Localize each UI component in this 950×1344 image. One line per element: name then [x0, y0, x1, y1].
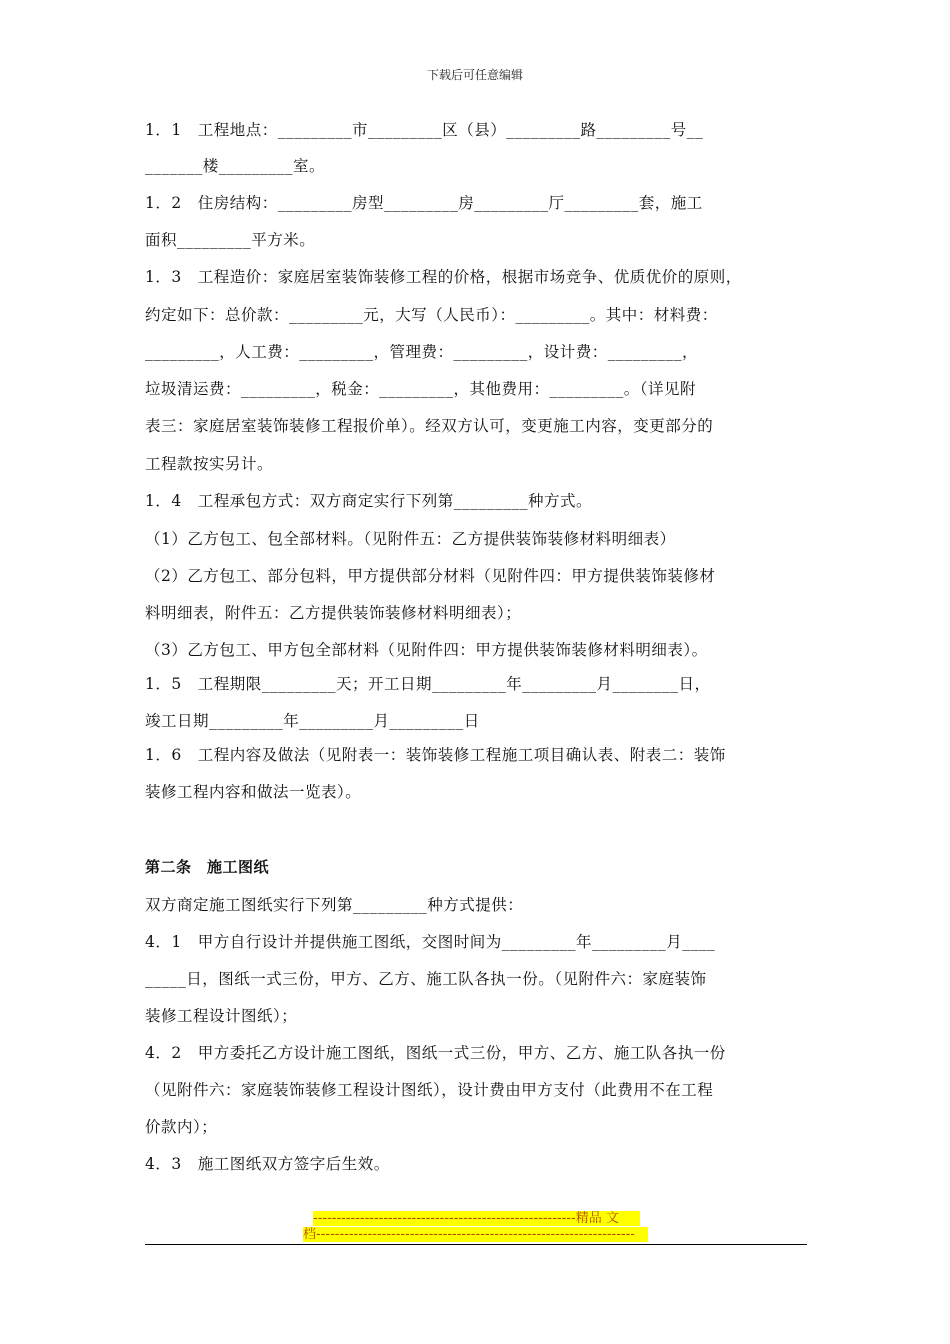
clause-1-6-line-1: 1．6 工程内容及做法（见附表一：装饰装修工程施工项目确认表、附表二：装饰 — [145, 746, 726, 764]
clause-1-5-line-2: 竣工日期_________年_________月_________日 — [145, 712, 480, 730]
clause-1-4: 1．4 工程承包方式：双方商定实行下列第_________种方式。 — [145, 492, 592, 510]
option-2-line-2: 料明细表，附件五：乙方提供装饰装修材料明细表）； — [145, 604, 522, 622]
footer-banner-line-2: 档-------------------------------------------------------------------- — [303, 1227, 648, 1242]
clause-4-2-line-1: 4．2 甲方委托乙方设计施工图纸，图纸一式三份，甲方、乙方、施工队各执一份 — [145, 1044, 726, 1062]
clause-1-3-line-4: 垃圾清运费：_________，税金：_________，其他费用：_________。（详见附 — [145, 380, 697, 398]
header-note: 下载后可任意编辑 — [426, 68, 523, 82]
clause-4-1-line-1: 4．1 甲方自行设计并提供施工图纸，交图时间为_________年_________月____ — [145, 933, 716, 951]
clause-4-2-line-2: （见附件六：家庭装饰装修工程设计图纸），设计费由甲方支付（此费用不在工程 — [145, 1081, 714, 1099]
footer-banner-line-1: --------------------------------------------------------精品 文 — [313, 1211, 640, 1226]
clause-1-3-line-1: 1．3 工程造价：家庭居室装饰装修工程的价格，根据市场竞争、优质优价的原则， — [145, 268, 742, 286]
clause-1-3-line-6: 工程款按实另计。 — [145, 455, 274, 473]
clause-1-3-line-3: _________，人工费：_________，管理费：_________，设计费：_________， — [145, 343, 699, 361]
clause-1-3-line-2: 约定如下：总价款：_________元，大写（人民币）：_________。其中：材料费： — [145, 306, 718, 324]
clause-1-3-line-5: 表三：家庭居室装饰装修工程报价单）。经双方认可，变更施工内容，变更部分的 — [145, 417, 714, 435]
clause-1-1-line-2: _______楼_________室。 — [145, 157, 326, 175]
clause-4-1-line-3: 装修工程设计图纸）； — [145, 1007, 298, 1025]
clause-1-6-line-2: 装修工程内容和做法一览表）。 — [145, 783, 362, 801]
clause-1-1-line-1: 1．1 工程地点：_________市_________区（县）_________路_________号__ — [145, 121, 704, 139]
clause-1-5-line-1: 1．5 工程期限_________天；开工日期_________年_________月________日， — [145, 675, 711, 693]
clause-4-3: 4．3 施工图纸双方签字后生效。 — [145, 1155, 390, 1173]
option-3: （3）乙方包工、甲方包全部材料（见附件四：甲方提供装饰装修材料明细表）。 — [145, 641, 708, 659]
clause-1-2-line-1: 1．2 住房结构：_________房型_________房_________厅_________套，施工 — [145, 194, 703, 212]
section-heading: 第二条 施工图纸 — [145, 858, 270, 876]
drawings-intro: 双方商定施工图纸实行下列第_________种方式提供： — [145, 896, 524, 914]
footer-divider — [145, 1244, 807, 1245]
clause-4-2-line-3: 价款内）； — [145, 1118, 218, 1136]
option-1: （1）乙方包工、包全部材料。（见附件五：乙方提供装饰装修材料明细表） — [145, 530, 676, 548]
option-2-line-1: （2）乙方包工、部分包料，甲方提供部分材料（见附件四：甲方提供装饰装修材 — [145, 567, 716, 585]
clause-4-1-line-2: _____日，图纸一式三份，甲方、乙方、施工队各执一份。（见附件六：家庭装饰 — [145, 970, 707, 988]
clause-1-2-line-2: 面积_________平方米。 — [145, 231, 316, 249]
